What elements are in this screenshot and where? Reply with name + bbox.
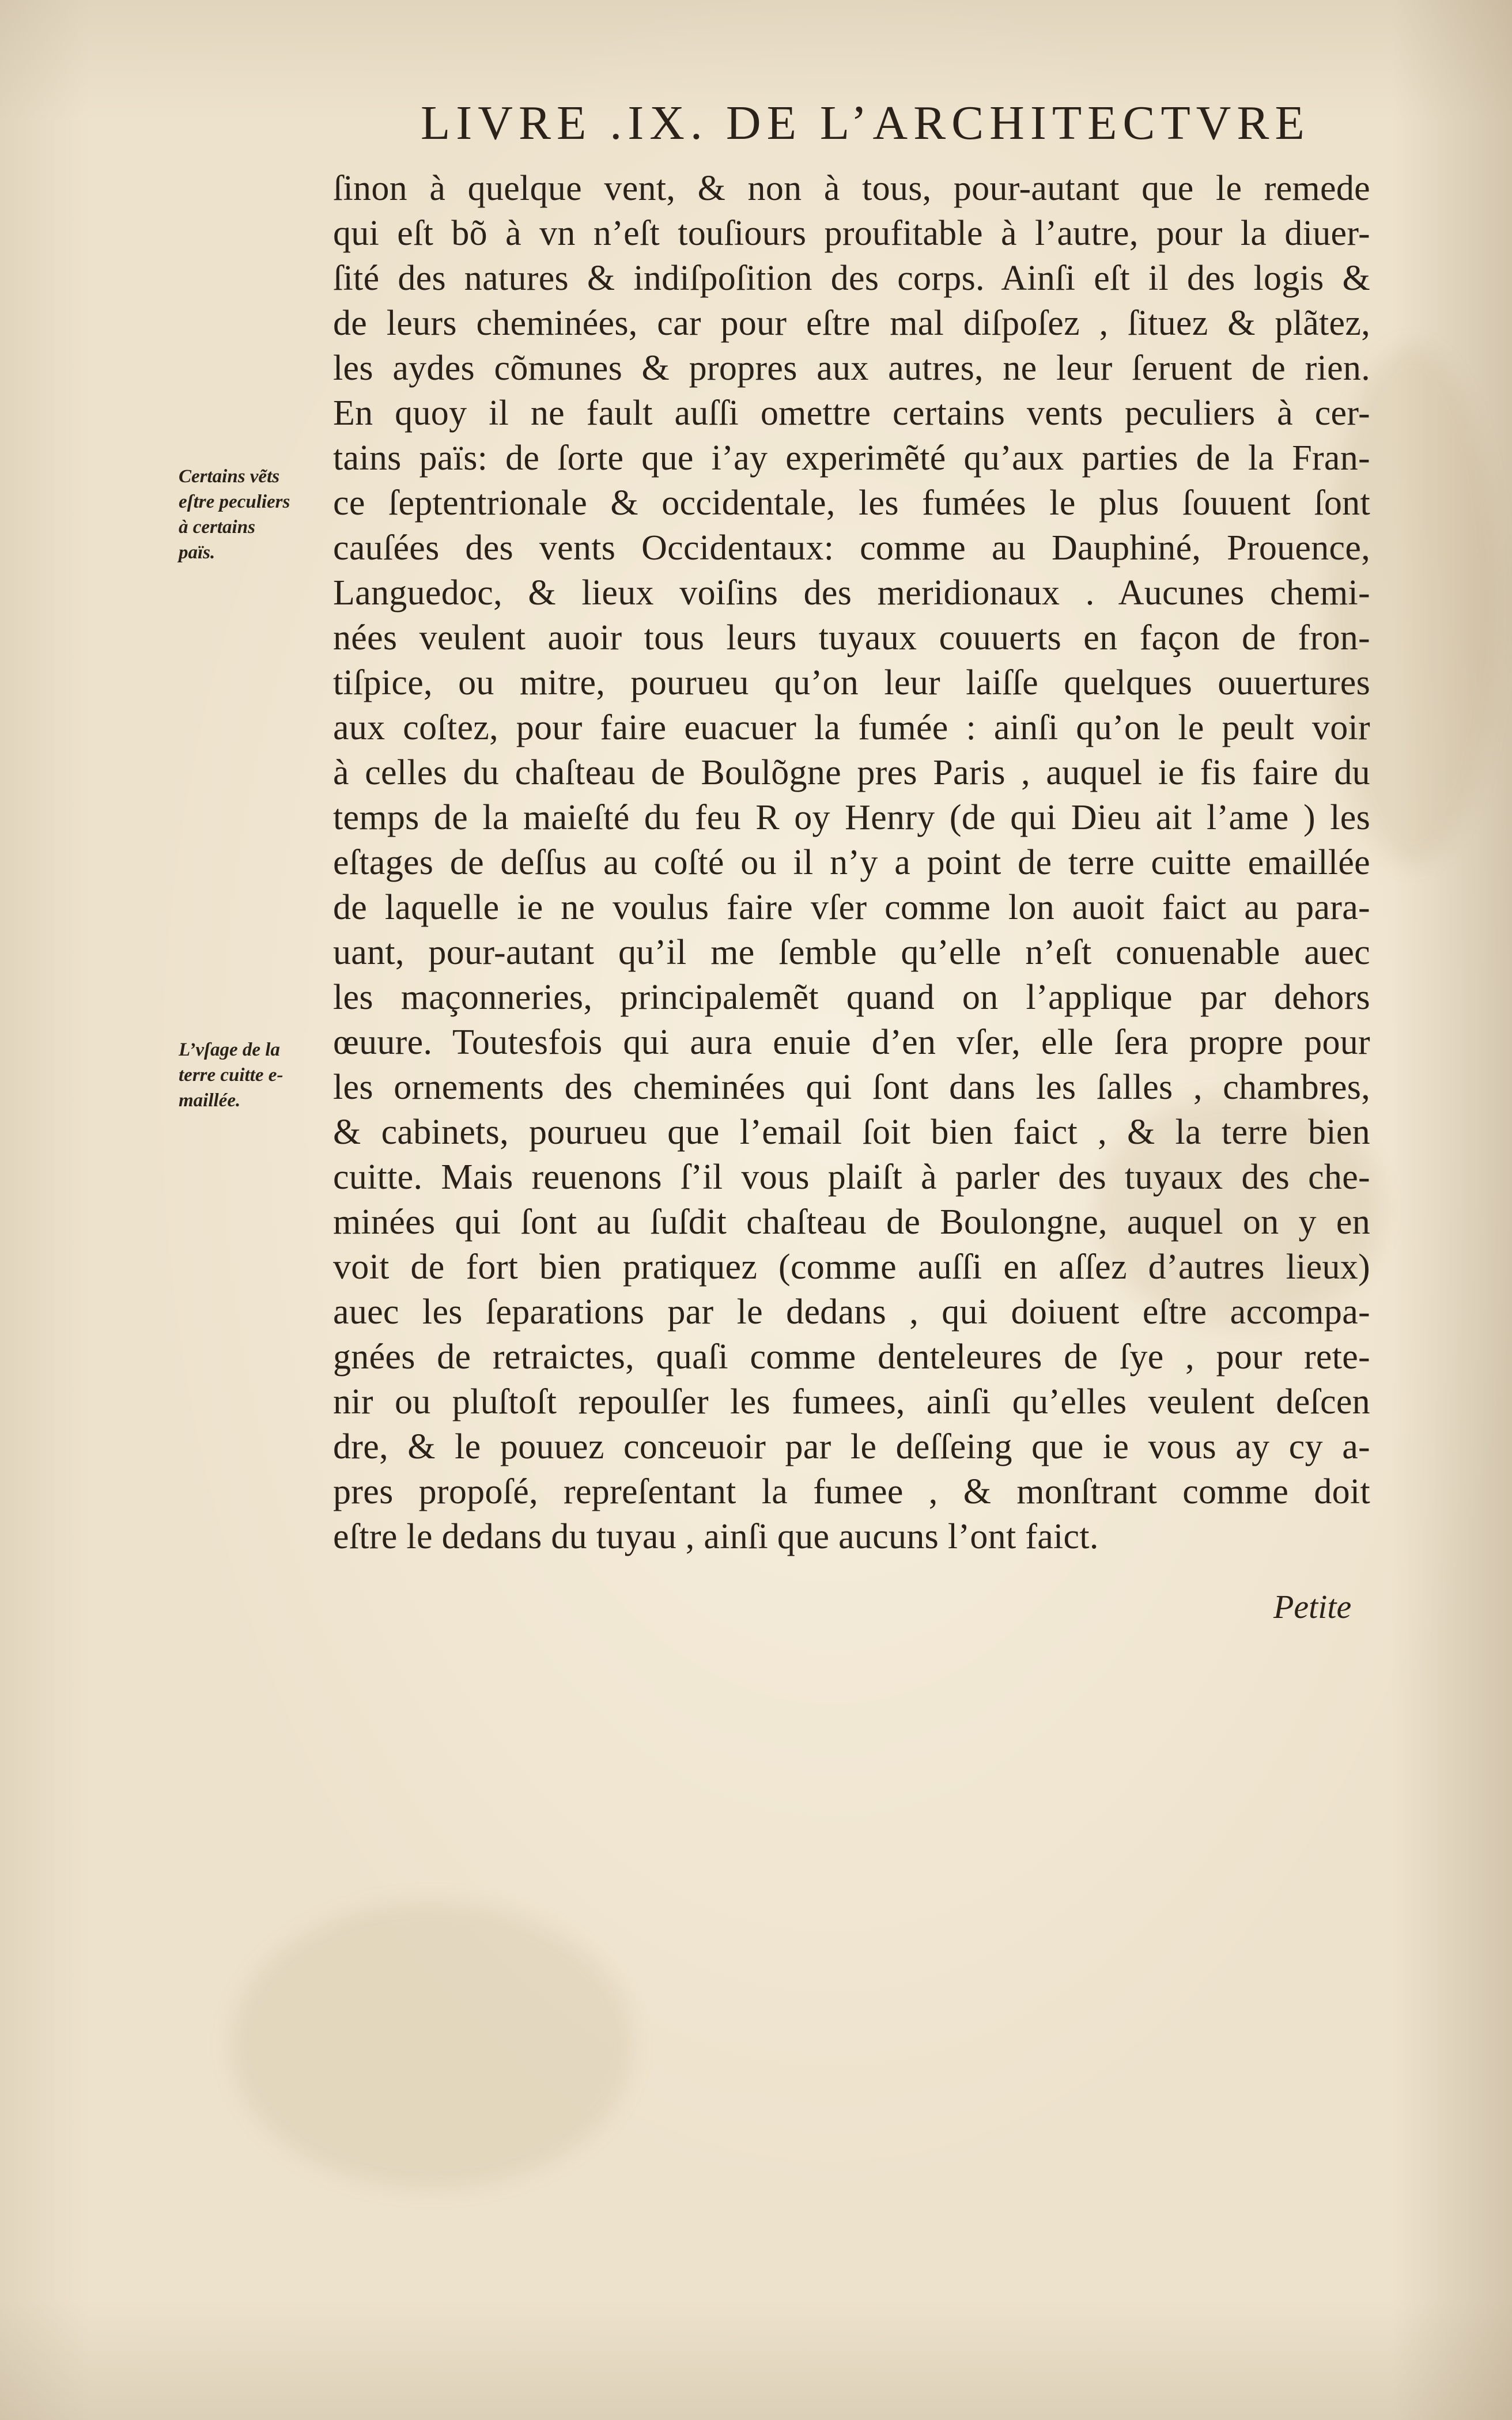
margin-note-line: Certains vẽts — [179, 466, 280, 487]
text-line: & cabinets, pourueu que l’email ſoit bien faict , & la terre bien — [333, 1113, 1370, 1152]
text-line: tains païs: de ſorte que i’ay experimẽté qu’aux parties de la Fran- — [333, 438, 1370, 478]
margin-note-vents — [179, 464, 334, 565]
catchword: Petite — [1273, 1588, 1352, 1625]
text-line: gnées de retraictes, quaſi comme denteleures de ſye , pour rete- — [333, 1337, 1370, 1377]
margin-note-line: eſtre peculiers — [179, 491, 290, 512]
margin-note-line: L’vſage de la — [179, 1039, 280, 1060]
text-line: à celles du chaſteau de Boulõgne pres Paris , auquel ie fis faire du — [333, 753, 1370, 792]
text-line: ce ſeptentrionale & occidentale, les fumées le plus ſouuent ſont — [333, 483, 1370, 523]
text-line: les maçonneries, principalemẽt quand on l’applique par dehors — [333, 978, 1370, 1017]
margin-note-line: terre cuitte e- — [179, 1065, 284, 1086]
margin-note-line: païs. — [179, 542, 216, 563]
text-line: nées veulent auoir tous leurs tuyaux couuerts en façon de fron- — [333, 618, 1370, 657]
text-line: qui eſt bõ à vn n’eſt touſiours proufitable à l’autre, pour la diuer- — [333, 214, 1370, 253]
text-line: de leurs cheminées, car pour eſtre mal diſpoſez , ſituez & plãtez, — [333, 304, 1370, 343]
text-line: ſité des natures & indiſpoſition des corps. Ainſi eſt il des logis & — [333, 259, 1370, 298]
text-line: les ornements des cheminées qui ſont dans les ſalles , chambres, — [333, 1068, 1370, 1107]
text-line: En quoy il ne fault auſſi omettre certains vents peculiers à cer- — [333, 394, 1370, 433]
text-line: Languedoc, & lieux voiſins des meridionaux . Aucunes chemi- — [333, 573, 1370, 612]
text-line: voit de fort bien pratiquez (comme auſſi en aſſez d’autres lieux) — [333, 1247, 1370, 1287]
text-line: nir ou pluſtoſt repoulſer les fumees, ainſi qu’elles veulent deſcen — [333, 1382, 1370, 1421]
text-line: uant, pour-autant qu’il me ſemble qu’elle n’eſt conuenable auec — [333, 933, 1370, 972]
text-line: dre, & le pouuez conceuoir par le deſſeing que ie vous ay cy a- — [333, 1427, 1370, 1466]
text-line: eſtre le dedans du tuyau , ainſi que aucuns l’ont faict. — [333, 1517, 1099, 1556]
text-line: ſinon à quelque vent, & non à tous, pour-autant que le remede — [333, 169, 1370, 208]
text-line: de laquelle ie ne voulus faire vſer comme lon auoit faict au para- — [333, 888, 1370, 927]
text-line: cuitte. Mais reuenons ſ’il vous plaiſt à parler des tuyaux des che- — [333, 1158, 1370, 1197]
text-line: pres propoſé, repreſentant la fumee , & monſtrant comme doit — [333, 1472, 1370, 1511]
text-line: œuure. Toutesfois qui aura enuie d’en vſer, elle ſera propre pour — [333, 1023, 1370, 1062]
text-line: temps de la maieſté du feu R oy Henry (de qui Dieu ait l’ame ) les — [333, 798, 1370, 837]
text-line: cauſées des vents Occidentaux: comme au Dauphiné, Prouence, — [333, 528, 1370, 568]
running-header: LIVRE .IX. DE L’ARCHITECTVRE — [421, 96, 1310, 150]
text-line: aux coſtez, pour faire euacuer la fumée : ainſi qu’on le peult voir — [333, 708, 1370, 747]
paper-stain — [230, 1901, 634, 2190]
text-line: auec les ſeparations par le dedans , qui doiuent eſtre accompa- — [333, 1292, 1370, 1332]
text-line: eſtages de deſſus au coſté ou il n’y a point de terre cuitte emaillée — [333, 843, 1370, 882]
margin-note-line: à certains — [179, 517, 255, 538]
text-line: les aydes cõmunes & propres aux autres, ne leur ſeruent de rien. — [333, 349, 1370, 388]
text-line: minées qui ſont au ſuſdit chaſteau de Boulongne, auquel on y en — [333, 1203, 1370, 1242]
body-text — [333, 166, 1370, 1559]
text-line: tiſpice, ou mitre, pourueu qu’on leur laiſſe quelques ouuertures — [333, 663, 1370, 702]
margin-note-line: maillée. — [179, 1090, 241, 1111]
margin-note-terre-cuitte — [179, 1037, 334, 1113]
